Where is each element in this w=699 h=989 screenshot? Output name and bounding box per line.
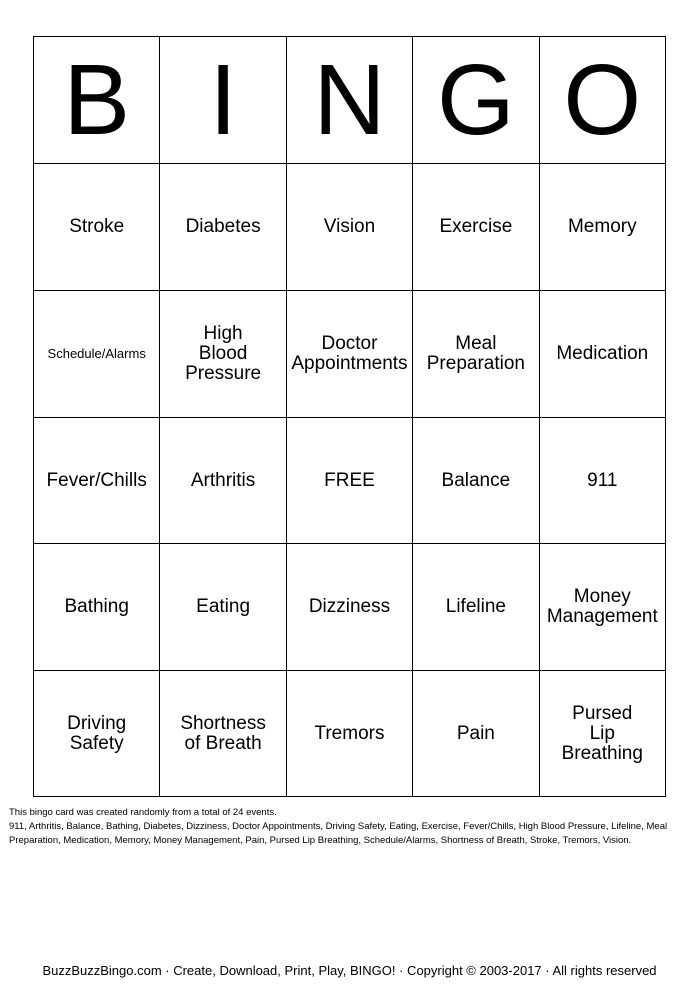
bingo-cell (34, 164, 160, 291)
bingo-cell-text: Eating (196, 596, 251, 617)
bingo-row-4 (34, 544, 666, 671)
bingo-cell (539, 164, 665, 291)
header-letter-g: G (413, 37, 539, 164)
bingo-cell-text: Lifeline (445, 596, 506, 617)
bingo-cell (160, 418, 286, 544)
bingo-cell (160, 544, 286, 671)
header-letter-o: O (539, 37, 665, 164)
bingo-cell-text: Memory (567, 216, 637, 237)
bingo-cell (413, 544, 539, 671)
bingo-cell (413, 164, 539, 291)
bingo-cell (34, 418, 160, 544)
bingo-row-1 (34, 164, 666, 291)
free-space-text: FREE (324, 469, 375, 491)
bingo-cell (539, 418, 665, 544)
bingo-cell-text: Tremors (314, 722, 385, 744)
bingo-cell-text: Balance (441, 469, 511, 491)
bingo-cell (539, 291, 665, 418)
bingo-cell-text: Stroke (69, 216, 125, 237)
bingo-cell-text: High Blood Pressure (185, 323, 262, 384)
bingo-cell (160, 291, 286, 418)
bingo-row-2 (34, 291, 666, 418)
bingo-cell (34, 671, 160, 797)
bingo-header-row (34, 37, 666, 164)
bingo-cell-text: Medication (556, 343, 649, 364)
bingo-cell-text: Driving Safety (67, 712, 127, 754)
bingo-cell (160, 164, 286, 291)
card-info-event-list: 911, Arthritis, Balance, Bathing, Diabetes, Dizziness, Doctor Appointments, Driving Safety, Eating, Exercise, Fever/Chills, High Blood Pressure, Lifeline, Meal Preparation, Medication, Memory, Money Management, Pain, Pursed Lip Breathing, Schedule/Alarms, Shortness of Breath, Stroke, Tremors, Vision. (9, 821, 668, 846)
bingo-cell (286, 544, 412, 671)
bingo-cell-text: 911 (587, 469, 618, 491)
bingo-cell (34, 291, 160, 418)
bingo-cell-text: Vision (323, 216, 376, 237)
bingo-row-5 (34, 671, 666, 797)
bingo-row-3 (34, 418, 666, 544)
free-space-cell (286, 418, 412, 544)
card-info (9, 806, 689, 848)
bingo-cell-text: Shortness of Breath (180, 712, 266, 754)
bingo-cell-text: Dizziness (308, 596, 391, 617)
bingo-cell (286, 164, 412, 291)
bingo-cell (539, 544, 665, 671)
bingo-cell-text: Doctor Appointments (291, 333, 408, 374)
site-footer: BuzzBuzzBingo.com · Create, Download, Print, Play, BINGO! · Copyright © 2003-2017 · All rights reserved (42, 963, 657, 978)
header-letter-i: I (160, 37, 286, 164)
bingo-cell (413, 418, 539, 544)
bingo-cell (286, 291, 412, 418)
bingo-cell (413, 291, 539, 418)
bingo-cell (34, 544, 160, 671)
bingo-cell-text: Exercise (439, 216, 513, 237)
bingo-cell-text: Meal Preparation (426, 333, 525, 374)
bingo-cell-text: Diabetes (185, 216, 261, 237)
bingo-card (33, 36, 666, 797)
bingo-cell (539, 671, 665, 797)
card-info-summary: This bingo card was created randomly from a total of 24 events. (9, 807, 277, 818)
bingo-cell-text: Fever/Chills (46, 469, 147, 491)
bingo-cell (413, 671, 539, 797)
bingo-cell (286, 671, 412, 797)
bingo-cell-text: Arthritis (190, 469, 256, 491)
bingo-cell-text: Schedule/Alarms (47, 346, 146, 361)
bingo-cell (160, 671, 286, 797)
header-letter-n: N (286, 37, 412, 164)
bingo-cell-text: Bathing (64, 596, 129, 617)
bingo-cell-text: Money Management (546, 586, 658, 627)
bingo-cell-text: Pain (456, 722, 495, 744)
header-letter-b: B (34, 37, 160, 164)
bingo-cell-text: Pursed Lip Breathing (561, 702, 643, 764)
